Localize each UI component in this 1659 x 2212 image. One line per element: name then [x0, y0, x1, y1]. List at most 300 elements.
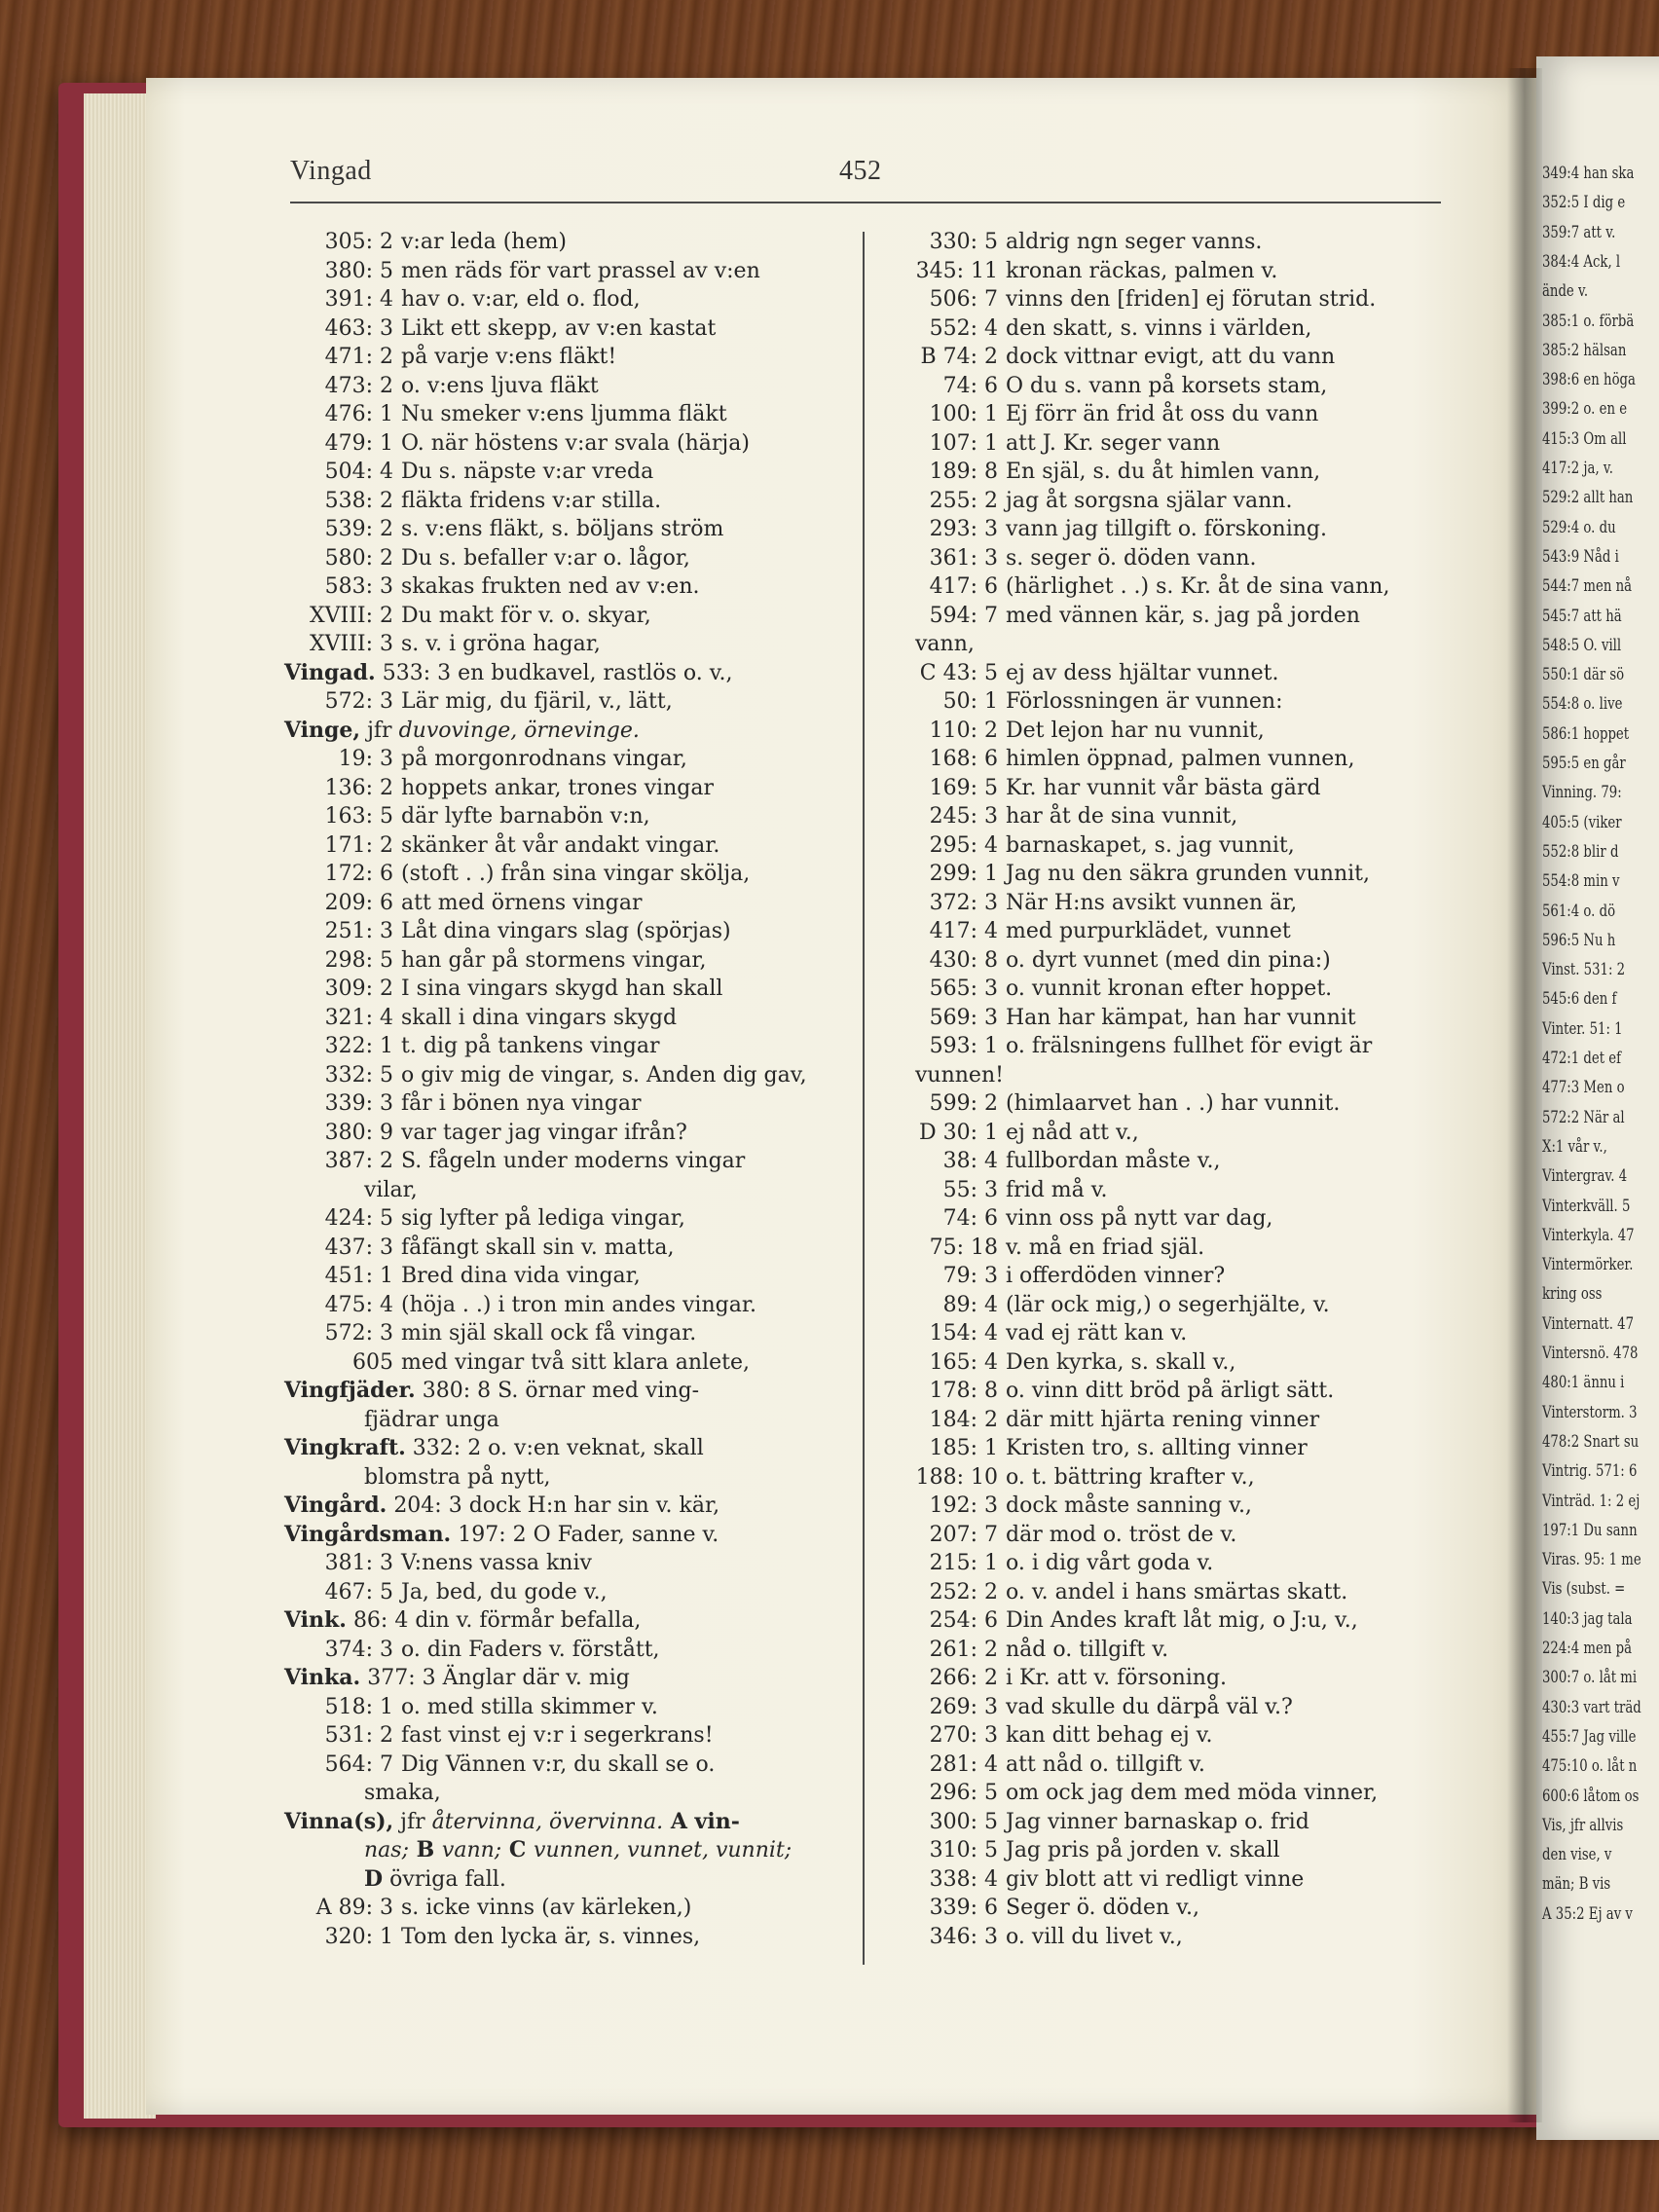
entry-reference: 471: 2 — [324, 345, 393, 369]
headword: Vingårdsman. — [284, 1521, 452, 1547]
entry-reference: 189: 8 — [929, 460, 998, 484]
entry-text: Jag nu den säkra grunden vunnit, — [1006, 862, 1370, 886]
entry-text: o. dyrt vunnet (med din pina:) — [1006, 947, 1331, 973]
facing-page-line: 417:2 ja, v. — [1542, 459, 1614, 478]
entry-text: I sina vingars skygd han skall — [401, 977, 723, 1001]
entry-text: på morgonrodnans vingar, — [401, 747, 687, 771]
entry-text: (himlaarvet han . .) har vunnit. — [1006, 1091, 1341, 1116]
entry-text: där lyfte barnabön v:n, — [401, 804, 650, 829]
entry-text: i offerdöden vinner? — [1006, 1264, 1226, 1288]
entry-text: hav o. v:ar, eld o. flod, — [401, 287, 641, 312]
entry-text: om ock jag dem med möda vinner, — [1006, 1781, 1379, 1805]
entry-text: vann jag tillgift o. förskoning. — [1006, 517, 1327, 541]
entry-text: Din Andes kraft låt mig, o J:u, v., — [1006, 1608, 1358, 1633]
entry-text: nåd o. tillgift v. — [1006, 1637, 1169, 1662]
entry-text: Tom den lycka är, s. vinnes, — [401, 1924, 701, 1949]
entry-reference: 192: 3 — [929, 1493, 998, 1518]
entry-text: Kr. har vunnit vår bästa gärd — [1006, 775, 1321, 800]
entry-text: (lär ock mig,) o segerhjälte, v. — [1006, 1292, 1330, 1317]
headword: Vingfjäder. — [284, 1378, 416, 1403]
entry-continuation: vann, — [915, 632, 975, 656]
entry-reference: 539: 2 — [324, 517, 393, 541]
entry-reference: 172: 6 — [324, 862, 393, 886]
entry-text: har åt de sina vunnit, — [1006, 804, 1238, 829]
facing-page-line: 352:5 I dig e — [1542, 193, 1626, 213]
entry-reference: 387: 2 — [324, 1149, 393, 1173]
entry-text: s. v:ens fläkt, s. böljans ström — [401, 517, 724, 541]
entry-reference: 380: 9 — [324, 1120, 393, 1145]
facing-page-line: 224:4 men på — [1542, 1639, 1633, 1658]
entry-continuation: vunnen! — [915, 1062, 1004, 1088]
entry-reference: 572: 3 — [324, 689, 393, 714]
entry-text: v:ar leda (hem) — [401, 230, 567, 254]
entry-reference: 330: 5 — [929, 230, 998, 254]
entry-text: ej av dess hjältar vunnet. — [1006, 660, 1279, 685]
entry-text: S. fågeln under moderns vingar — [401, 1149, 746, 1173]
entry-text: Jag pris på jorden v. skall — [1006, 1838, 1280, 1862]
entry-text: jag åt sorgsna själar vann. — [1006, 488, 1293, 513]
entry-text: Den kyrka, s. skall v., — [1006, 1349, 1236, 1375]
entry-reference: XVIII: 2 — [309, 603, 393, 628]
entry-text: o. vunnit kronan efter hoppet. — [1006, 977, 1333, 1001]
entry-reference: 339: 3 — [324, 1091, 393, 1116]
headword: Vinka. — [284, 1665, 361, 1690]
entry-text: o. din Faders v. förstått, — [401, 1637, 660, 1662]
entry-text: 377: 3 Änglar där v. mig — [367, 1666, 630, 1690]
entry-text: Ej förr än frid åt oss du vann — [1006, 402, 1319, 426]
entry-text: aldrig ngn seger vanns. — [1006, 230, 1263, 254]
facing-page-line: 455:7 Jag ville — [1542, 1726, 1637, 1747]
facing-page-line: 477:3 Men o — [1542, 1078, 1625, 1098]
entry-text: jfr — [400, 1809, 432, 1834]
entry-text: Låt dina vingars slag (spörjas) — [401, 919, 731, 943]
book-gutter — [1507, 68, 1542, 2122]
entry-reference: 188: 10 — [915, 1464, 998, 1490]
entry-text: ej nåd att v., — [1006, 1120, 1139, 1145]
entry-reference: 564: 7 — [324, 1751, 393, 1777]
facing-page-line: 561:4 o. dö — [1542, 901, 1616, 921]
entry-reference: 424: 5 — [324, 1206, 393, 1231]
entry-reference: 298: 5 — [324, 947, 393, 973]
entry-reference: 321: 4 — [324, 1005, 393, 1030]
entry-reference: 299: 1 — [929, 862, 998, 886]
entry-reference: 295: 4 — [929, 832, 998, 858]
entry-reference: 178: 8 — [929, 1379, 998, 1403]
entry-reference: 518: 1 — [324, 1694, 393, 1719]
entry-text: O. när höstens v:ar svala (härja) — [401, 430, 750, 456]
entry-text: att J. Kr. seger vann — [1006, 430, 1221, 456]
entry-reference: 107: 1 — [929, 430, 998, 456]
facing-page-line: X:1 vår v., — [1542, 1136, 1607, 1157]
facing-page-line: 472:1 det ef — [1542, 1049, 1622, 1068]
entry-text: med vännen kär, s. jag på jorden — [1006, 603, 1360, 628]
entry-text: dock måste sanning v., — [1006, 1493, 1252, 1518]
entry-continuation: B — [409, 1837, 442, 1862]
entry-reference: B 74: 2 — [920, 345, 998, 369]
entry-reference: 338: 4 — [929, 1866, 998, 1892]
facing-page-line: 543:9 Nåd i — [1542, 546, 1619, 567]
facing-page-line: 529:4 o. du — [1542, 517, 1616, 537]
entry-reference: 261: 2 — [929, 1637, 998, 1662]
facing-page-line: 554:8 o. live — [1542, 694, 1623, 715]
entry-text: O du s. vann på korsets stam, — [1006, 373, 1328, 398]
entry-text: sig lyfter på lediga vingar, — [401, 1206, 685, 1231]
entry-text: skall i dina vingars skygd — [401, 1005, 678, 1030]
entry-text: 204: 3 dock H:n har sin v. kär, — [393, 1493, 720, 1518]
entry-reference: 270: 3 — [929, 1723, 998, 1748]
entry-text: att nåd o. tillgift v. — [1006, 1751, 1205, 1777]
entry-reference: 38: 4 — [942, 1149, 998, 1173]
entry-text: vinns den [friden] ej förutan strid. — [1006, 287, 1377, 312]
entry-reference: 332: 5 — [324, 1062, 393, 1088]
entry-text: skänker åt vår andakt vingar. — [401, 832, 720, 858]
entry-continuation: smaka, — [364, 1781, 441, 1805]
entry-text: Du s. befaller v:ar o. lågor, — [401, 545, 690, 571]
entry-reference: 531: 2 — [324, 1723, 393, 1748]
facing-page-line: 385:1 o. förbä — [1542, 311, 1635, 331]
facing-page-line: Vis (subst. = — [1542, 1579, 1626, 1600]
entry-text: o. v:ens ljuva fläkt — [401, 373, 599, 398]
headword: Vinge, — [284, 717, 361, 743]
facing-page-line: kring oss — [1542, 1284, 1603, 1305]
facing-page-line: ände v. — [1542, 281, 1589, 302]
facing-page-line: män; B vis — [1542, 1874, 1611, 1895]
entry-reference: A 89: 3 — [315, 1896, 393, 1920]
entry-reference: 136: 2 — [324, 775, 393, 800]
entry-reference: 310: 5 — [929, 1838, 998, 1862]
entry-text: kan ditt behag ej v. — [1006, 1723, 1213, 1748]
facing-page-line: 545:6 den f — [1542, 989, 1617, 1010]
entry-reference: 569: 3 — [929, 1005, 998, 1030]
entry-reference: 417: 4 — [929, 919, 998, 943]
entry-text: En själ, s. du åt himlen vann, — [1006, 460, 1321, 484]
entry-text: fast vinst ej v:r i segerkrans! — [401, 1723, 714, 1748]
facing-page-line: Vinträd. 1: 2 ej — [1542, 1491, 1641, 1511]
entry-reference: 467: 5 — [324, 1579, 393, 1604]
entry-reference: 565: 3 — [929, 977, 998, 1001]
entry-text: hoppets ankar, trones vingar — [401, 775, 714, 800]
entry-reference: 599: 2 — [929, 1091, 998, 1116]
entry-text: Han har kämpat, han har vunnit — [1006, 1005, 1356, 1030]
facing-page-line: Vintermörker. — [1542, 1255, 1634, 1275]
facing-page-line: 359:7 att v. — [1542, 222, 1616, 242]
entry-text: barnaskapet, s. jag vunnit, — [1006, 832, 1295, 858]
facing-page-line: Vinning. 79: — [1542, 783, 1622, 803]
entry-text: t. dig på tankens vingar — [401, 1034, 660, 1058]
entry-reference: 417: 6 — [929, 574, 998, 599]
facing-page-line: A 35:2 Ej av v — [1542, 1903, 1633, 1924]
page-number: 452 — [839, 156, 882, 186]
headword: Vink. — [284, 1607, 347, 1633]
facing-page-line: 349:4 han ska — [1542, 164, 1635, 183]
entry-reference: 476: 1 — [324, 402, 393, 426]
entry-text: o. t. bättring krafter v., — [1006, 1464, 1255, 1490]
entry-reference: 207: 7 — [929, 1522, 998, 1547]
facing-page-line: 548:5 O. vill — [1542, 635, 1622, 655]
facing-page-line: 300:7 o. låt mi — [1542, 1668, 1638, 1688]
entry-text: 380: 8 S. örnar med ving- — [422, 1379, 700, 1403]
running-head-keyword: Vingad — [290, 156, 372, 186]
entry-reference: 168: 6 — [929, 747, 998, 771]
entry-reference: 594: 7 — [929, 603, 998, 628]
facing-page-line: Vinter. 51: 1 — [1542, 1018, 1623, 1039]
entry-text: o. i dig vårt goda v. — [1006, 1551, 1214, 1575]
facing-page-line: Vinterstorm. 3 — [1542, 1402, 1638, 1422]
entry-continuation: vunnen, vunnet, vunnit; — [534, 1838, 793, 1862]
entry-reference: 346: 3 — [929, 1924, 998, 1949]
entry-reference: 339: 6 — [929, 1896, 998, 1920]
entry-reference: 593: 1 — [929, 1034, 998, 1058]
entry-reference: 374: 3 — [324, 1637, 393, 1662]
facing-page-line: 430:3 vart träd — [1542, 1697, 1641, 1717]
entry-text: Förlossningen är vunnen: — [1006, 689, 1283, 714]
entry-reference: 100: 1 — [929, 402, 998, 426]
entry-reference: 255: 2 — [929, 488, 998, 513]
entry-text: fläkta fridens v:ar stilla. — [401, 488, 662, 513]
facing-page-line: Vis, jfr allvis — [1542, 1815, 1624, 1835]
entry-text: (härlighet . .) s. Kr. åt de sina vann, — [1006, 574, 1390, 599]
facing-page-line: 550:1 där sö — [1542, 665, 1625, 685]
entry-text: 332: 2 o. v:en veknat, skall — [412, 1436, 704, 1460]
entry-reference: 293: 3 — [929, 517, 998, 541]
entry-reference: 381: 3 — [324, 1551, 393, 1575]
entry-reference: 605 — [352, 1349, 393, 1375]
facing-page-line: Vinternatt. 47 — [1542, 1313, 1635, 1334]
entry-reference: XVIII: 3 — [309, 632, 393, 656]
entry-text: min själ skall ock få vingar. — [401, 1321, 697, 1346]
facing-page-line: 552:8 blir d — [1542, 841, 1619, 862]
entry-text: o. frälsningens fullhet för evigt är — [1006, 1034, 1373, 1058]
entry-text: där mitt hjärta rening vinner — [1006, 1407, 1320, 1432]
entry-text: i Kr. att v. försoning. — [1006, 1666, 1228, 1690]
entry-reference: 74: 6 — [942, 373, 998, 398]
entry-reference: 209: 6 — [324, 890, 393, 915]
entry-reference: 309: 2 — [324, 977, 393, 1001]
entry-text: fåfängt skall sin v. matta, — [401, 1235, 675, 1260]
entry-text: att med örnens vingar — [401, 890, 643, 915]
facing-page-line: 399:2 o. en e — [1542, 399, 1628, 420]
entry-text: med vingar två sitt klara anlete, — [401, 1349, 750, 1375]
entry-reference: 463: 3 — [324, 315, 393, 341]
entry-continuation: övriga fall. — [383, 1866, 506, 1892]
entry-text: s. icke vinns (av kärleken,) — [401, 1896, 692, 1920]
facing-page-line: 596:5 Nu h — [1542, 930, 1616, 950]
entry-reference: 154: 4 — [929, 1321, 998, 1346]
entry-text: Du s. näpste v:ar vreda — [401, 460, 654, 484]
entry-text: o. vinn ditt bröd på ärligt sätt. — [1006, 1379, 1335, 1403]
entry-text: o. v. andel i hans smärtas skatt. — [1006, 1579, 1348, 1604]
entry-text: v. må en friad själ. — [1006, 1235, 1205, 1260]
entry-reference: 215: 1 — [929, 1551, 998, 1575]
entry-reference: 479: 1 — [324, 430, 393, 456]
entry-continuation: fjädrar unga — [364, 1407, 499, 1432]
entry-text: kronan räckas, palmen v. — [1006, 258, 1278, 283]
cross-reference: duvovinge, örnevinge. — [398, 718, 640, 743]
entry-reference: 184: 2 — [929, 1407, 998, 1432]
entry-text: V:nens vassa kniv — [401, 1551, 592, 1575]
entry-reference: 266: 2 — [929, 1666, 998, 1690]
facing-page-line: 572:2 När al — [1542, 1107, 1625, 1127]
entry-reference: 538: 2 — [324, 488, 393, 513]
facing-page-line: 544:7 men nå — [1542, 576, 1633, 597]
facing-page-line: 586:1 hoppet — [1542, 723, 1630, 744]
entry-reference: 345: 11 — [915, 258, 998, 283]
entry-text: får i bönen nya vingar — [401, 1091, 642, 1116]
entry-reference: 473: 2 — [324, 373, 393, 398]
entry-reference: 110: 2 — [929, 718, 998, 743]
entry-text: men räds för vart prassel av v:en — [401, 258, 760, 283]
facing-page-line: 475:10 o. låt n — [1542, 1756, 1638, 1777]
entry-text: Seger ö. döden v., — [1006, 1896, 1199, 1920]
facing-page-line: Vintrig. 571: 6 — [1542, 1461, 1638, 1482]
facing-page-line: Vinterkyla. 47 — [1542, 1225, 1635, 1245]
entry-text: frid må v. — [1006, 1177, 1108, 1202]
entry-text: vad skulle du därpå väl v.? — [1006, 1694, 1293, 1719]
entry-text: Nu smeker v:ens ljumma fläkt — [401, 402, 727, 426]
entry-text: himlen öppnad, palmen vunnen, — [1006, 747, 1355, 771]
entry-text: 86: 4 din v. förmår befalla, — [352, 1608, 642, 1633]
entry-reference: 245: 3 — [929, 804, 998, 829]
facing-page-line: 600:6 låtom os — [1542, 1786, 1640, 1806]
headword: Vingård. — [284, 1493, 387, 1518]
entry-reference: 171: 2 — [324, 832, 393, 858]
headword: Vinna(s), — [284, 1808, 394, 1834]
entry-reference: 19: 3 — [338, 747, 393, 771]
facing-page-line: Vintergrav. 4 — [1542, 1166, 1628, 1187]
entry-reference: 437: 3 — [324, 1235, 393, 1260]
entry-reference: 55: 3 — [942, 1177, 998, 1202]
entry-text: 533: 3 en budkavel, rastlös o. v., — [382, 660, 733, 685]
entry-reference: 322: 1 — [324, 1034, 393, 1058]
entry-text: Du makt för v. o. skyar, — [401, 603, 651, 628]
entry-continuation: nas; — [364, 1838, 409, 1862]
entry-text: Bred dina vida vingar, — [401, 1264, 641, 1288]
entry-text: jfr — [367, 718, 399, 743]
entry-reference: 165: 4 — [929, 1349, 998, 1375]
entry-reference: 79: 3 — [942, 1264, 998, 1288]
entry-text: på varje v:ens fläkt! — [401, 345, 617, 369]
entry-text: dock vittnar evigt, att du vann — [1006, 345, 1336, 369]
facing-page-line: 529:2 allt han — [1542, 488, 1634, 508]
facing-page-line: 405:5 (viker — [1542, 812, 1622, 832]
entry-text: (höja . .) i tron min andes vingar. — [401, 1292, 756, 1317]
facing-page-line: 384:4 Ack, l — [1542, 251, 1621, 272]
facing-page-line: 545:7 att hä — [1542, 606, 1622, 626]
entry-text: A vin- — [663, 1808, 740, 1834]
entry-reference: 572: 3 — [324, 1321, 393, 1346]
facing-page-line: Vintersnö. 478 — [1542, 1344, 1639, 1363]
cross-reference: återvinna, övervinna. — [431, 1809, 664, 1834]
entry-reference: 583: 3 — [324, 574, 393, 599]
entry-reference: 320: 1 — [324, 1924, 393, 1949]
entry-reference: 252: 2 — [929, 1579, 998, 1604]
facing-page — [1536, 56, 1659, 2140]
entry-reference: 185: 1 — [929, 1436, 998, 1460]
entry-reference: 372: 3 — [929, 890, 998, 915]
entry-reference: 305: 2 — [324, 230, 393, 254]
entry-continuation: D — [364, 1865, 384, 1892]
entry-text: han går på stormens vingar, — [401, 947, 707, 973]
entry-text: vad ej rätt kan v. — [1006, 1321, 1188, 1346]
entry-text: 197: 2 O Fader, sanne v. — [458, 1522, 719, 1547]
entry-reference: 163: 5 — [324, 804, 393, 829]
entry-continuation: vann; — [441, 1838, 502, 1862]
entry-reference: D 30: 1 — [918, 1120, 998, 1145]
entry-text: den skatt, s. vinns i världen, — [1006, 315, 1312, 341]
facing-page-line: Viras. 95: 1 me — [1542, 1550, 1641, 1570]
entry-reference: 504: 4 — [324, 460, 393, 484]
entry-reference: 475: 4 — [324, 1292, 393, 1317]
entry-reference: 50: 1 — [942, 689, 998, 714]
entry-reference: 169: 5 — [929, 775, 998, 800]
facing-page-line: 415:3 Om all — [1542, 428, 1627, 449]
entry-text: Lär mig, du fjäril, v., lätt, — [401, 689, 673, 714]
facing-page-line: 140:3 jag tala — [1542, 1608, 1633, 1629]
entry-text: Kristen tro, s. allting vinner — [1006, 1436, 1308, 1460]
entry-continuation: vilar, — [364, 1177, 418, 1202]
entry-text: vinn oss på nytt var dag, — [1006, 1206, 1273, 1231]
entry-text: fullbordan måste v., — [1006, 1149, 1221, 1173]
entry-text: Jag vinner barnaskap o. frid — [1006, 1809, 1309, 1834]
entry-reference: 251: 3 — [324, 919, 393, 943]
entry-text: Ja, bed, du gode v., — [401, 1579, 608, 1604]
entry-reference: 430: 8 — [929, 947, 998, 973]
entry-text: där mod o. tröst de v. — [1006, 1522, 1237, 1547]
entry-text: (stoft . .) från sina vingar skölja, — [401, 862, 751, 886]
entry-reference: 391: 4 — [324, 287, 393, 312]
facing-page-line: den vise, v — [1542, 1845, 1612, 1865]
entry-reference: 380: 5 — [324, 258, 393, 283]
entry-text: o. vill du livet v., — [1006, 1924, 1183, 1949]
entry-reference: 296: 5 — [929, 1781, 998, 1805]
facing-page-line: 197:1 Du sann — [1542, 1520, 1638, 1540]
entry-reference: 300: 5 — [929, 1809, 998, 1834]
entry-reference: 269: 3 — [929, 1694, 998, 1719]
entry-text: När H:ns avsikt vunnen är, — [1006, 890, 1298, 915]
header-rule — [290, 202, 1441, 203]
entry-text: o giv mig de vingar, s. Anden dig gav, — [401, 1062, 807, 1088]
entry-reference: 361: 3 — [929, 545, 998, 571]
entry-text: s. seger ö. döden vann. — [1006, 545, 1257, 571]
entry-reference: 89: 4 — [942, 1292, 998, 1317]
facing-page-line: 478:2 Snart su — [1542, 1431, 1640, 1452]
entry-text: o. med stilla skimmer v. — [401, 1694, 658, 1719]
headword: Vingkraft. — [284, 1435, 406, 1460]
entry-text: Likt ett skepp, av v:en kastat — [401, 315, 717, 341]
entry-reference: 75: 18 — [929, 1235, 998, 1260]
entry-text: var tager jag vingar ifrån? — [401, 1120, 687, 1145]
facing-page-line: Vinst. 531: 2 — [1542, 960, 1626, 980]
entry-reference: C 43: 5 — [919, 660, 998, 685]
entry-reference: 254: 6 — [929, 1608, 998, 1633]
entry-text: skakas frukten ned av v:en. — [401, 574, 700, 599]
entry-text: med purpurklädet, vunnet — [1006, 919, 1291, 943]
facing-page-line: 385:2 hälsan — [1542, 340, 1627, 360]
facing-page-line: 554:8 min v — [1542, 871, 1620, 892]
entry-reference: 552: 4 — [929, 315, 998, 341]
entry-reference: 451: 1 — [324, 1264, 393, 1288]
facing-page-line: 480:1 ännu i — [1542, 1373, 1625, 1393]
entry-continuation: blomstra på nytt, — [364, 1464, 551, 1490]
entry-text: Dig Vännen v:r, du skall se o. — [401, 1751, 716, 1777]
entry-continuation: C — [501, 1837, 535, 1862]
entry-reference: 580: 2 — [324, 545, 393, 571]
headword: Vingad. — [284, 659, 376, 685]
entry-text: Det lejon har nu vunnit, — [1006, 718, 1265, 743]
facing-page-line: Vinterkväll. 5 — [1542, 1196, 1631, 1216]
facing-page-line: 595:5 en går — [1542, 754, 1626, 773]
entry-reference: 506: 7 — [929, 287, 998, 312]
